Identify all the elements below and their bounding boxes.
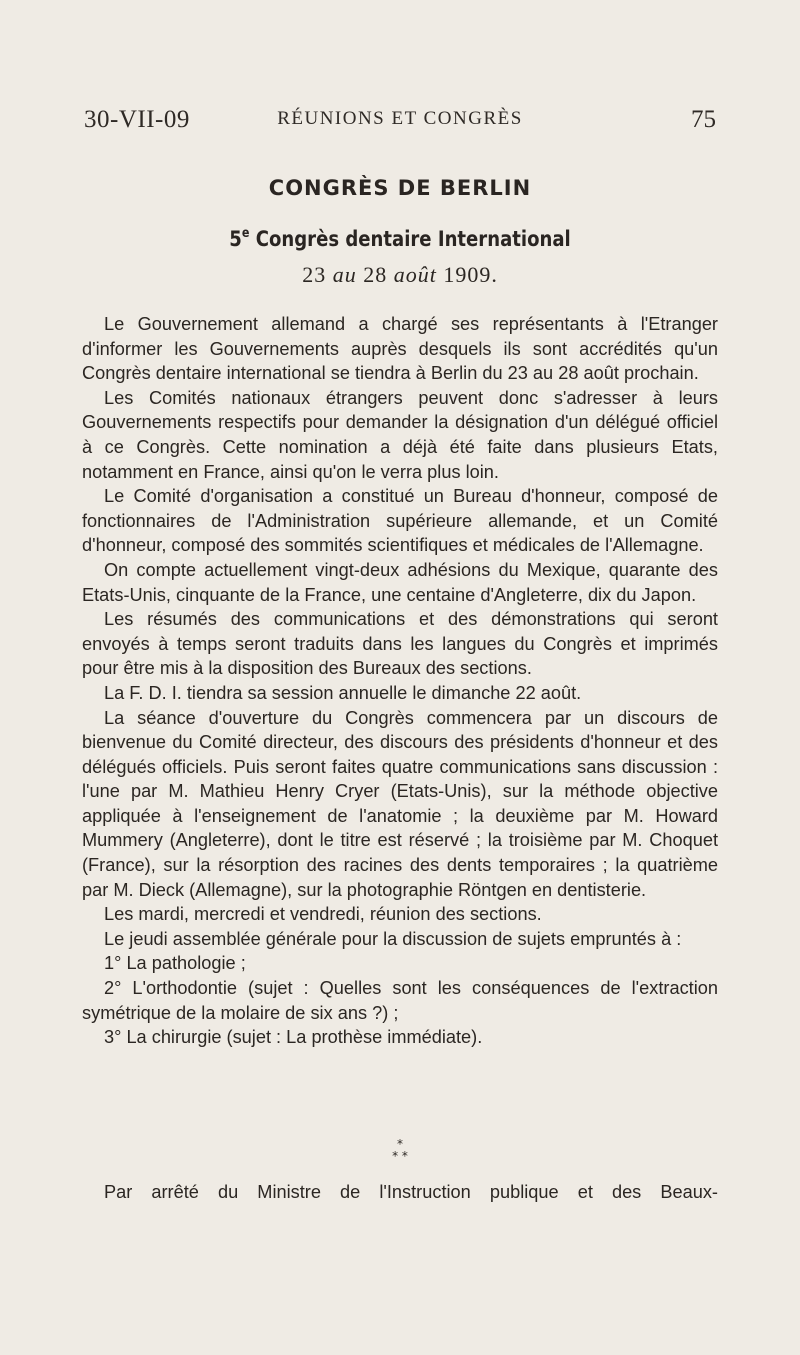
page-number: 75 [691,106,716,133]
paragraph: Les mardi, mercredi et vendredi, réunion des sections. [104,904,542,925]
date-day-start: 23 [302,262,327,287]
running-header [84,106,716,140]
paragraph: Le Gouvernement allemand a chargé ses représentants à l'Etranger d'informer les Gouvernements auprès desquels ils sont accrédités qu'un Congrès dentaire international se tiendra à Berlin du 23 au 28 août prochain. [82,314,718,384]
subtitle-ordinal: 5 [229,227,242,251]
date-year: 1909. [443,262,498,287]
article-body [82,312,718,1050]
date-day-end: 28 [363,262,388,287]
continuation-line: Par arrêté du Ministre de l'Instruction publique et des Beaux- [104,1182,718,1202]
article-subtitle [56,226,744,251]
article-title: CONGRÈS DE BERLIN [268,176,532,200]
section-separator [0,1138,800,1162]
paragraph: Les Comités nationaux étrangers peuvent donc s'adresser à leurs Gouvernements respectifs pour demander la désignation d'un délégué officiel à ce Congrès. Cette nomination a déjà été faite dans plusieurs Etats, notamment en France, ainsi qu'on le verra plus loin. [82,387,718,482]
list-item: 2° L'orthodontie (sujet : Quelles sont les conséquences de l'extraction symétrique de la molaire de six ans ?) ; [82,978,718,1023]
date-month: août [393,262,437,287]
event-date [0,262,800,288]
header-section-title: RÉUNIONS ET CONGRÈS [277,108,523,129]
separator-star-top: * [397,1137,403,1151]
paragraph: Les résumés des communications et des démonstrations qui seront envoyés à temps seront traduits dans les langues du Congrès et imprimés pour être mis à la disposition des Bureaux des sections. [82,609,718,679]
date-word-au: au [332,262,357,287]
paragraph: Le jeudi assemblée générale pour la discussion de sujets empruntés à : [104,928,682,949]
subtitle-ordinal-suffix: e [241,226,250,241]
header-date: 30-VII-09 [84,106,190,133]
subtitle-text: Congrès dentaire International [255,227,571,251]
list-item: 3° La chirurgie (sujet : La prothèse immédiate). [104,1027,483,1048]
paragraph: On compte actuellement vingt-deux adhésions du Mexique, quarante des Etats-Unis, cinquante de la France, une centaine d'Angleterre, dix du Japon. [82,559,718,605]
separator-stars-bottom: * * [392,1149,408,1163]
paragraph: La séance d'ouverture du Congrès commencera par un discours de bienvenue du Comité directeur, des discours des présidents d'honneur et des délégués officiels. Puis seront faites quatre communications sans discussion : l'une par M. Mathieu Henry Cryer (Etats-Unis), sur la méthode objective appliquée à l'enseignement de l'anatomie ; la deuxième par M. Howard Mummery (Angleterre), dont le titre est réservé ; la troisième par M. Choquet (France), sur la résorption des racines des dents temporaires ; la quatrième par M. Dieck (Allemagne), sur la photographie Röntgen en dentisterie. [82,707,718,900]
paragraph: La F. D. I. tiendra sa session annuelle le dimanche 22 août. [104,682,582,703]
paragraph: Le Comité d'organisation a constitué un Bureau d'honneur, composé de fonctionnaires de l'Administration supérieure allemande, et un Comité d'honneur, composé des sommités scientifiques et médicales de l'Allemagne. [82,486,718,556]
list-item: 1° La pathologie ; [104,953,246,974]
